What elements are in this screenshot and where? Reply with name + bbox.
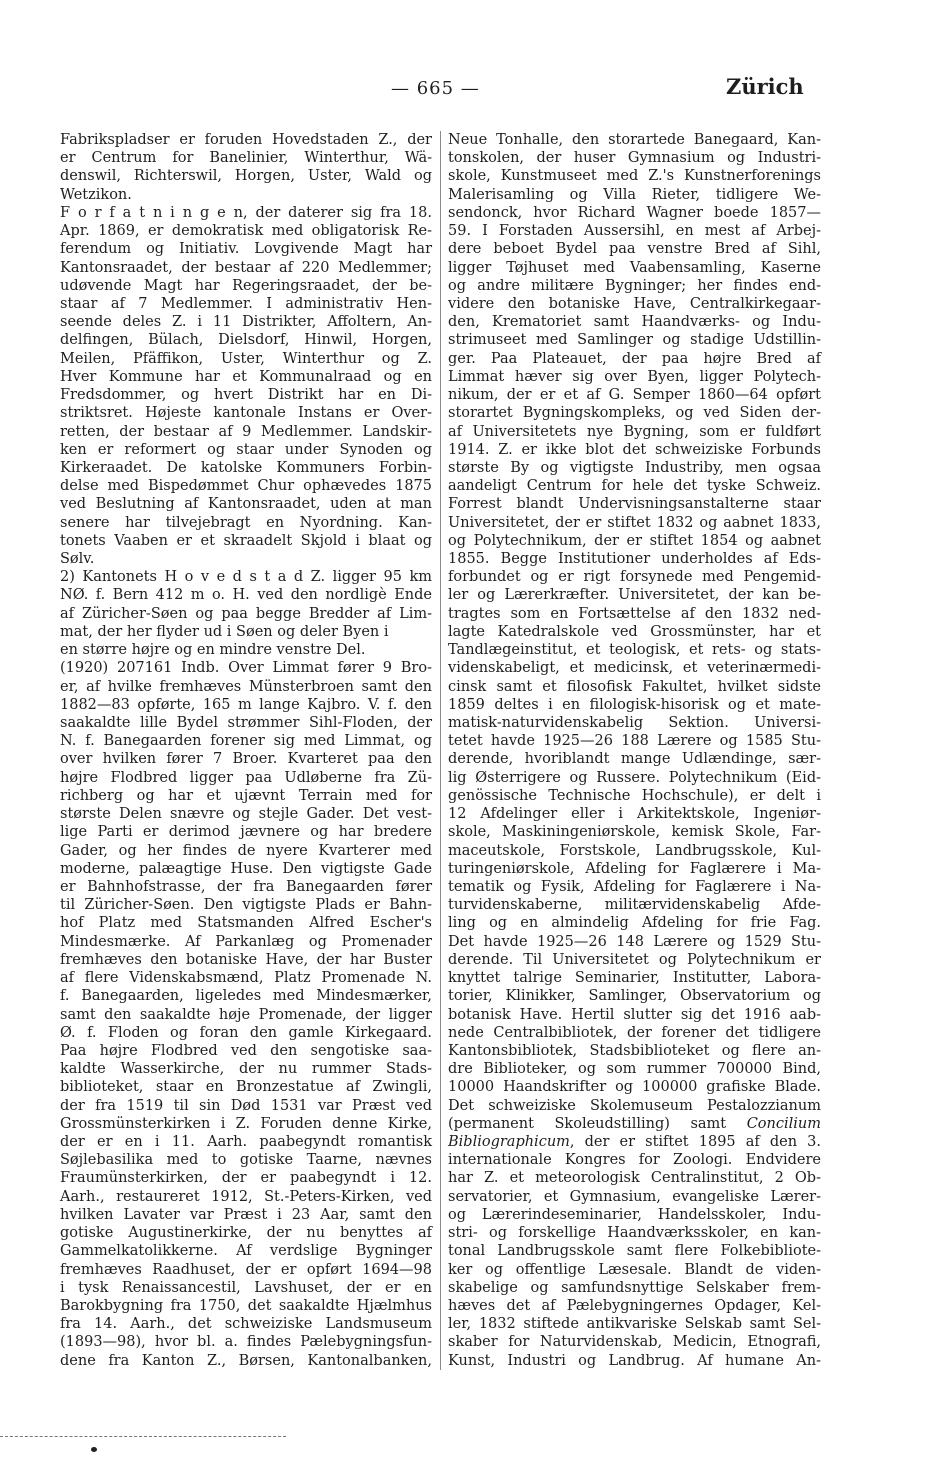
page-number: — 665 —: [391, 78, 480, 99]
text-line: Gammelkatolikkerne. Af verdslige Bygninger: [60, 1243, 432, 1260]
text-line: turingeniørskole, Afdeling for Faglærere i Ma-: [448, 860, 821, 877]
text-line: Paa højre Flodbred ved den sengotiske saa-: [60, 1042, 432, 1059]
text-line: ferendum og Initiativ. Lovgivende Magt har: [60, 241, 432, 258]
text-line: Tandlægeinstitut, et teologisk, et rets- og stats-: [448, 642, 821, 659]
text-line: mat, der her flyder ud i Søen og deler Byen i: [60, 623, 389, 640]
text-line: dene fra Kanton Z., Børsen, Kantonalbanken,: [60, 1352, 432, 1369]
text-line: nede Centralbibliotek, der forener det tidligere: [448, 1024, 821, 1041]
text-line: denswil, Richterswil, Horgen, Uster, Wald og: [60, 168, 432, 185]
text-line: staar af 7 Medlemmer. I administrativ Hen-: [60, 295, 432, 312]
text-line: Kirkeraadet. De katolske Kommuners Forbin-: [60, 459, 432, 476]
text-line: NØ. f. Bern 412 m o. H. ved den nordligè Ende: [60, 587, 432, 604]
text-line: der er en i 11. Aarh. paabegyndt romantisk: [60, 1134, 432, 1151]
text-line: tonskolen, der huser Gymnasium og Industri-: [448, 150, 821, 167]
text-line: 1914. Z. er ikke blot det schweiziske Forbunds: [448, 441, 821, 458]
text-line: senere har tilvejebragt en Nyordning. Kan-: [60, 514, 432, 531]
text-line: Ø. f. Floden og foran den gamle Kirkegaard.: [60, 1024, 432, 1041]
text-line: er, af hvilke fremhæves Münsterbroen samt den: [60, 678, 432, 695]
text-line: er Bahnhofstrasse, der fra Banegaarden fører: [60, 878, 432, 895]
text-line: ler og Lærerkræfter. Universitetet, der kan be-: [448, 587, 821, 604]
text-line: kaldte Wasserkirche, der nu rummer Stads-: [60, 1061, 432, 1078]
text-line: Apr. 1869, er demokratisk med obligatorisk Re-: [60, 223, 432, 240]
text-line: 1859 deltes i en filologisk-hisorisk og et mate-: [448, 696, 821, 713]
text-line: ler, 1832 stiftede antikvariske Selskab samt Sel-: [448, 1316, 821, 1333]
text-line: Limmat hæver sig over Byen, ligger Polytech-: [448, 368, 821, 385]
text-line: Hver Kommune har et Kommunalraad og en: [60, 368, 432, 385]
text-line: Meilen, Pfäffikon, Uster, Winterthur og Z.: [60, 350, 432, 367]
text-line: tetet havde 1925—26 188 Lærere og 1585 Stu-: [448, 733, 821, 750]
text-line: tragtes som en Fortsættelse af den 1832 ned-: [448, 605, 821, 622]
text-line: 2) Kantonets H o v e d s t a d Z. ligger 95 km: [60, 569, 432, 586]
text-line: største Delen snævre og stejle Gader. Det vest-: [60, 806, 432, 823]
text-line: af Universitetets nye Bygning, som er fuldført: [448, 423, 821, 440]
text-line: servatorier, et Gymnasium, evangeliske Lærer-: [448, 1188, 821, 1205]
text-line: f. Banegaarden, ligeledes med Mindesmærker,: [60, 988, 432, 1005]
text-line: har Z. et meteorologisk Centralinstitut, 2 Ob-: [448, 1170, 821, 1187]
bottom-rule: [0, 1436, 286, 1437]
text-line: en større højre og en mindre venstre Del.: [60, 642, 366, 659]
text-line: internationale Kongres for Zoologi. Endvidere: [448, 1152, 821, 1169]
page-header: [0, 74, 928, 104]
text-line: Fabrikspladser er foruden Hovedstaden Z., der: [60, 132, 432, 148]
text-line: skole, Maskiningeniørskole, kemisk Skole, Far-: [448, 824, 821, 841]
text-line: cinsk samt et filosofisk Fakultet, hvilket sidste: [448, 678, 821, 695]
text-line: udøvende Magt har Regeringsraadet, der be-: [60, 277, 432, 294]
text-line: Malerisamling og Villa Rieter, tidligere We-: [448, 186, 821, 203]
text-line: maceutskole, Forstskole, Landbrugsskole, Kul-: [448, 842, 821, 859]
text-line: den, Krematoriet samt Haandværks- og Indu-: [448, 314, 821, 331]
text-line: matisk-naturvidenskabelig Sektion. Universi-: [448, 715, 821, 731]
text-line: Kunst, Industri og Landbrug. Af humane An-: [448, 1352, 821, 1369]
text-line: skole, Kunstmuseet med Z.'s Kunstnerforenings: [448, 168, 821, 185]
text-line: gotiske Augustinerkirke, der nu benyttes af: [60, 1225, 432, 1242]
text-line: strimuseet med Samlinger og stadige Udstillin-: [448, 332, 821, 349]
text-line: N. f. Banegaarden forener sig med Limmat, og: [60, 733, 432, 750]
text-line: Bibliographicum, der er stiftet 1895 af den 3.: [448, 1134, 821, 1151]
text-line: Grossmünsterkirken i Z. Foruden denne Kirke,: [60, 1115, 432, 1132]
text-line: tonets Vaaben er et skraadelt Skjold i blaat og: [60, 532, 432, 549]
text-line: dre Biblioteker, og som rummer 700000 Bind,: [448, 1061, 821, 1078]
text-line: stri- og forskellige Haandværksskoler, en kan-: [448, 1225, 821, 1242]
text-line: Aarh., restaureret 1912, St.-Peters-Kirken, ved: [60, 1188, 432, 1205]
text-line: og andre militære Bygninger; her findes end-: [448, 277, 821, 294]
text-line: Gader, og her findes de nyere Kvarterer med: [60, 842, 432, 859]
text-line: Neue Tonhalle, den storartede Banegaard, Kan-: [448, 132, 821, 148]
text-line: ger. Paa Plateauet, der paa højre Bred af: [448, 350, 821, 367]
text-line: lig Østerrigere og Russere. Polytechnikum (Eid-: [448, 769, 821, 786]
text-line: (1920) 207161 Indb. Over Limmat fører 9 Bro-: [60, 660, 432, 677]
text-line: største By og vigtigste Industriby, men ogsaa: [448, 459, 821, 476]
text-line: hvilken Lavater var Præst i 23 Aar, samt den: [60, 1206, 432, 1223]
text-line: fra 14. Aarh., det schweiziske Landsmuseum: [60, 1316, 432, 1333]
text-line: tematik og Fysik, Afdeling for Faglærere i Na-: [448, 878, 821, 895]
text-line: saakaldte lille Bydel strømmer Sihl-Floden, der: [60, 715, 432, 731]
text-line: ling og en almindelig Afdeling for frie Fag.: [448, 915, 821, 932]
text-line: af Züricher-Søen og paa begge Bredder af Lim-: [60, 605, 432, 622]
text-line: ken er reformert og staar under Synoden og: [60, 441, 432, 458]
text-line: Kantonsbibliotek, Stadsbiblioteket og flere an-: [448, 1042, 821, 1059]
text-line: til Züricher-Søen. Den vigtigste Plads er Bahn-: [60, 897, 432, 914]
text-line: ved Beslutning af Kantonsraadet, uden at man: [60, 496, 432, 513]
text-line: Søjlebasilika med to gotiske Taarne, nævnes: [60, 1152, 432, 1169]
text-line: højre Flodbred ligger paa Udløberne fra Zü-: [60, 769, 432, 786]
text-line: forbundet og er rigt forsynede med Pengemid-: [448, 569, 821, 586]
column-divider: [440, 131, 441, 1370]
text-line: Barokbygning fra 1750, det saakaldte Hjælmhus: [60, 1298, 432, 1314]
right-text-column: [448, 131, 821, 1370]
text-line: skabelige og samfundsnyttige Selskaber frem-: [448, 1279, 821, 1296]
text-line: Mindesmærke. Af Parkanlæg og Promenader: [60, 933, 432, 950]
text-line: delse med Bispedømmet Chur ophævedes 1875: [60, 478, 432, 495]
text-line: fremhæves Raadhuset, der er opført 1694—98: [60, 1261, 432, 1278]
text-line: Wetzikon.: [60, 186, 132, 203]
text-line: ker og offentlige Læsesale. Blandt de viden-: [448, 1261, 821, 1278]
text-line: hof Platz med Statsmanden Alfred Escher's: [60, 915, 432, 932]
text-line: Fredsdommer, og hvert Distrikt har en Di-: [60, 387, 432, 404]
text-line: af flere Videnskabsmænd, Platz Promenade N.: [60, 970, 432, 987]
text-line: hæves det af Pælebygningernes Opdager, Kel-: [448, 1298, 821, 1314]
text-line: derende, hvoriblandt mange Udlændinge, sær-: [448, 751, 821, 768]
text-line: samt den saakaldte høje Promenade, der ligger: [60, 1006, 432, 1023]
text-line: 59. I Forstaden Aussersihl, en mest af Arbej-: [448, 223, 821, 240]
text-line: derende. Til Universitetet og Polytechnikum er: [448, 951, 821, 968]
text-line: biblioteket, staar en Bronzestatue af Zwingli,: [60, 1079, 432, 1096]
text-line: dere beboet Bydel paa venstre Bred af Sihl,: [448, 241, 821, 258]
left-text-column: [60, 131, 432, 1370]
text-line: videnskabeligt, et medicinsk, et veterinærmedi-: [448, 660, 821, 677]
text-line: Det schweiziske Skolemuseum Pestalozzianum: [448, 1097, 821, 1114]
text-line: F o r f a t n i n g e n, der daterer sig fra 18.: [60, 204, 432, 221]
text-line: videre den botaniske Have, Centralkirkegaar-: [448, 295, 821, 312]
text-line: tonal Landbrugsskole samt flere Folkebibliote-: [448, 1243, 821, 1260]
text-line: 12 Afdelinger eller i Arkitektskole, Ingeniør-: [448, 806, 821, 823]
text-line: sendonck, hvor Richard Wagner boede 1857—: [448, 204, 821, 221]
text-line: knyttet talrige Seminarier, Institutter, Labora-: [448, 970, 821, 987]
text-line: turvidenskaberne, militærvidenskabelig Afde-: [448, 897, 821, 914]
text-line: striktsret. Højeste kantonale Instans er Over-: [60, 405, 432, 422]
section-title: Zürich: [726, 74, 804, 99]
text-line: skaber for Naturvidenskab, Medicin, Etnografi,: [448, 1334, 821, 1351]
text-line: og Lærerindeseminarier, Handelsskoler, Indu-: [448, 1206, 821, 1223]
text-line: Sølv.: [60, 551, 95, 568]
text-line: i tysk Renaissancestil, Lavshuset, der er en: [60, 1279, 432, 1296]
text-line: seende deles Z. i 11 Distrikter, Affoltern, An-: [60, 314, 432, 331]
bottom-mark: [91, 1447, 97, 1452]
text-line: genössische Technische Hochschule), er delt i: [448, 787, 821, 804]
text-line: botanisk Have. Hertil slutter sig det 1916 aab-: [448, 1006, 821, 1023]
text-line: Det havde 1925—26 148 Lærere og 1529 Stu-: [448, 933, 821, 950]
text-line: Universitetet, der er stiftet 1832 og aabnet 1833,: [448, 514, 821, 531]
text-line: aandeligt Centrum for hele det tyske Schweiz.: [448, 478, 821, 495]
text-line: fremhæves den botaniske Have, der har Buster: [60, 951, 432, 968]
text-line: Fraumünsterkirken, der er paabegyndt i 12.: [60, 1170, 432, 1187]
text-line: 10000 Haandskrifter og 100000 grafiske Blade.: [448, 1079, 821, 1096]
text-line: ligger Tøjhuset med Vaabensamling, Kaserne: [448, 259, 821, 276]
text-line: (permanent Skoleudstilling) samt Concilium: [448, 1115, 821, 1132]
text-line: og Polytechnikum, der er stiftet 1854 og aabnet: [448, 532, 821, 549]
text-line: 1855. Begge Institutioner underholdes af Eds-: [448, 551, 821, 568]
text-line: torier, Klinikker, Samlinger, Observatorium og: [448, 988, 821, 1005]
text-line: moderne, palæagtige Huse. Den vigtigste Gade: [60, 860, 432, 877]
text-line: der fra 1519 til sin Død 1531 var Præst ved: [60, 1097, 432, 1114]
text-line: er Centrum for Banelinier, Winterthur, Wä-: [60, 150, 432, 167]
text-line: Kantonsraadet, der bestaar af 220 Medlemmer;: [60, 259, 432, 276]
text-line: lagte Katedralskole ved Grossmünster, har et: [448, 623, 821, 640]
text-line: nikum, der er et af G. Semper 1860—64 opført: [448, 387, 821, 404]
text-line: Forrest blandt Undervisningsanstalterne staar: [448, 496, 821, 513]
text-line: 1882—83 opførte, 165 m lange Kajbro. V. f. den: [60, 696, 432, 713]
text-line: delfingen, Bülach, Dielsdorf, Hinwil, Horgen,: [60, 332, 432, 349]
text-line: over hvilken fører 7 Broer. Kvarteret paa den: [60, 751, 432, 768]
text-line: richberg og har et ujævnt Terrain med for: [60, 787, 432, 804]
text-line: lige Parti er derimod jævnere og har bredere: [60, 824, 432, 841]
text-line: storartet Bygningskompleks, og ved Siden der-: [448, 405, 821, 422]
text-line: (1893—98), hvor bl. a. findes Pælebygningsfun-: [60, 1334, 432, 1351]
text-line: retten, der bestaar af 9 Medlemmer. Landskir-: [60, 423, 432, 440]
